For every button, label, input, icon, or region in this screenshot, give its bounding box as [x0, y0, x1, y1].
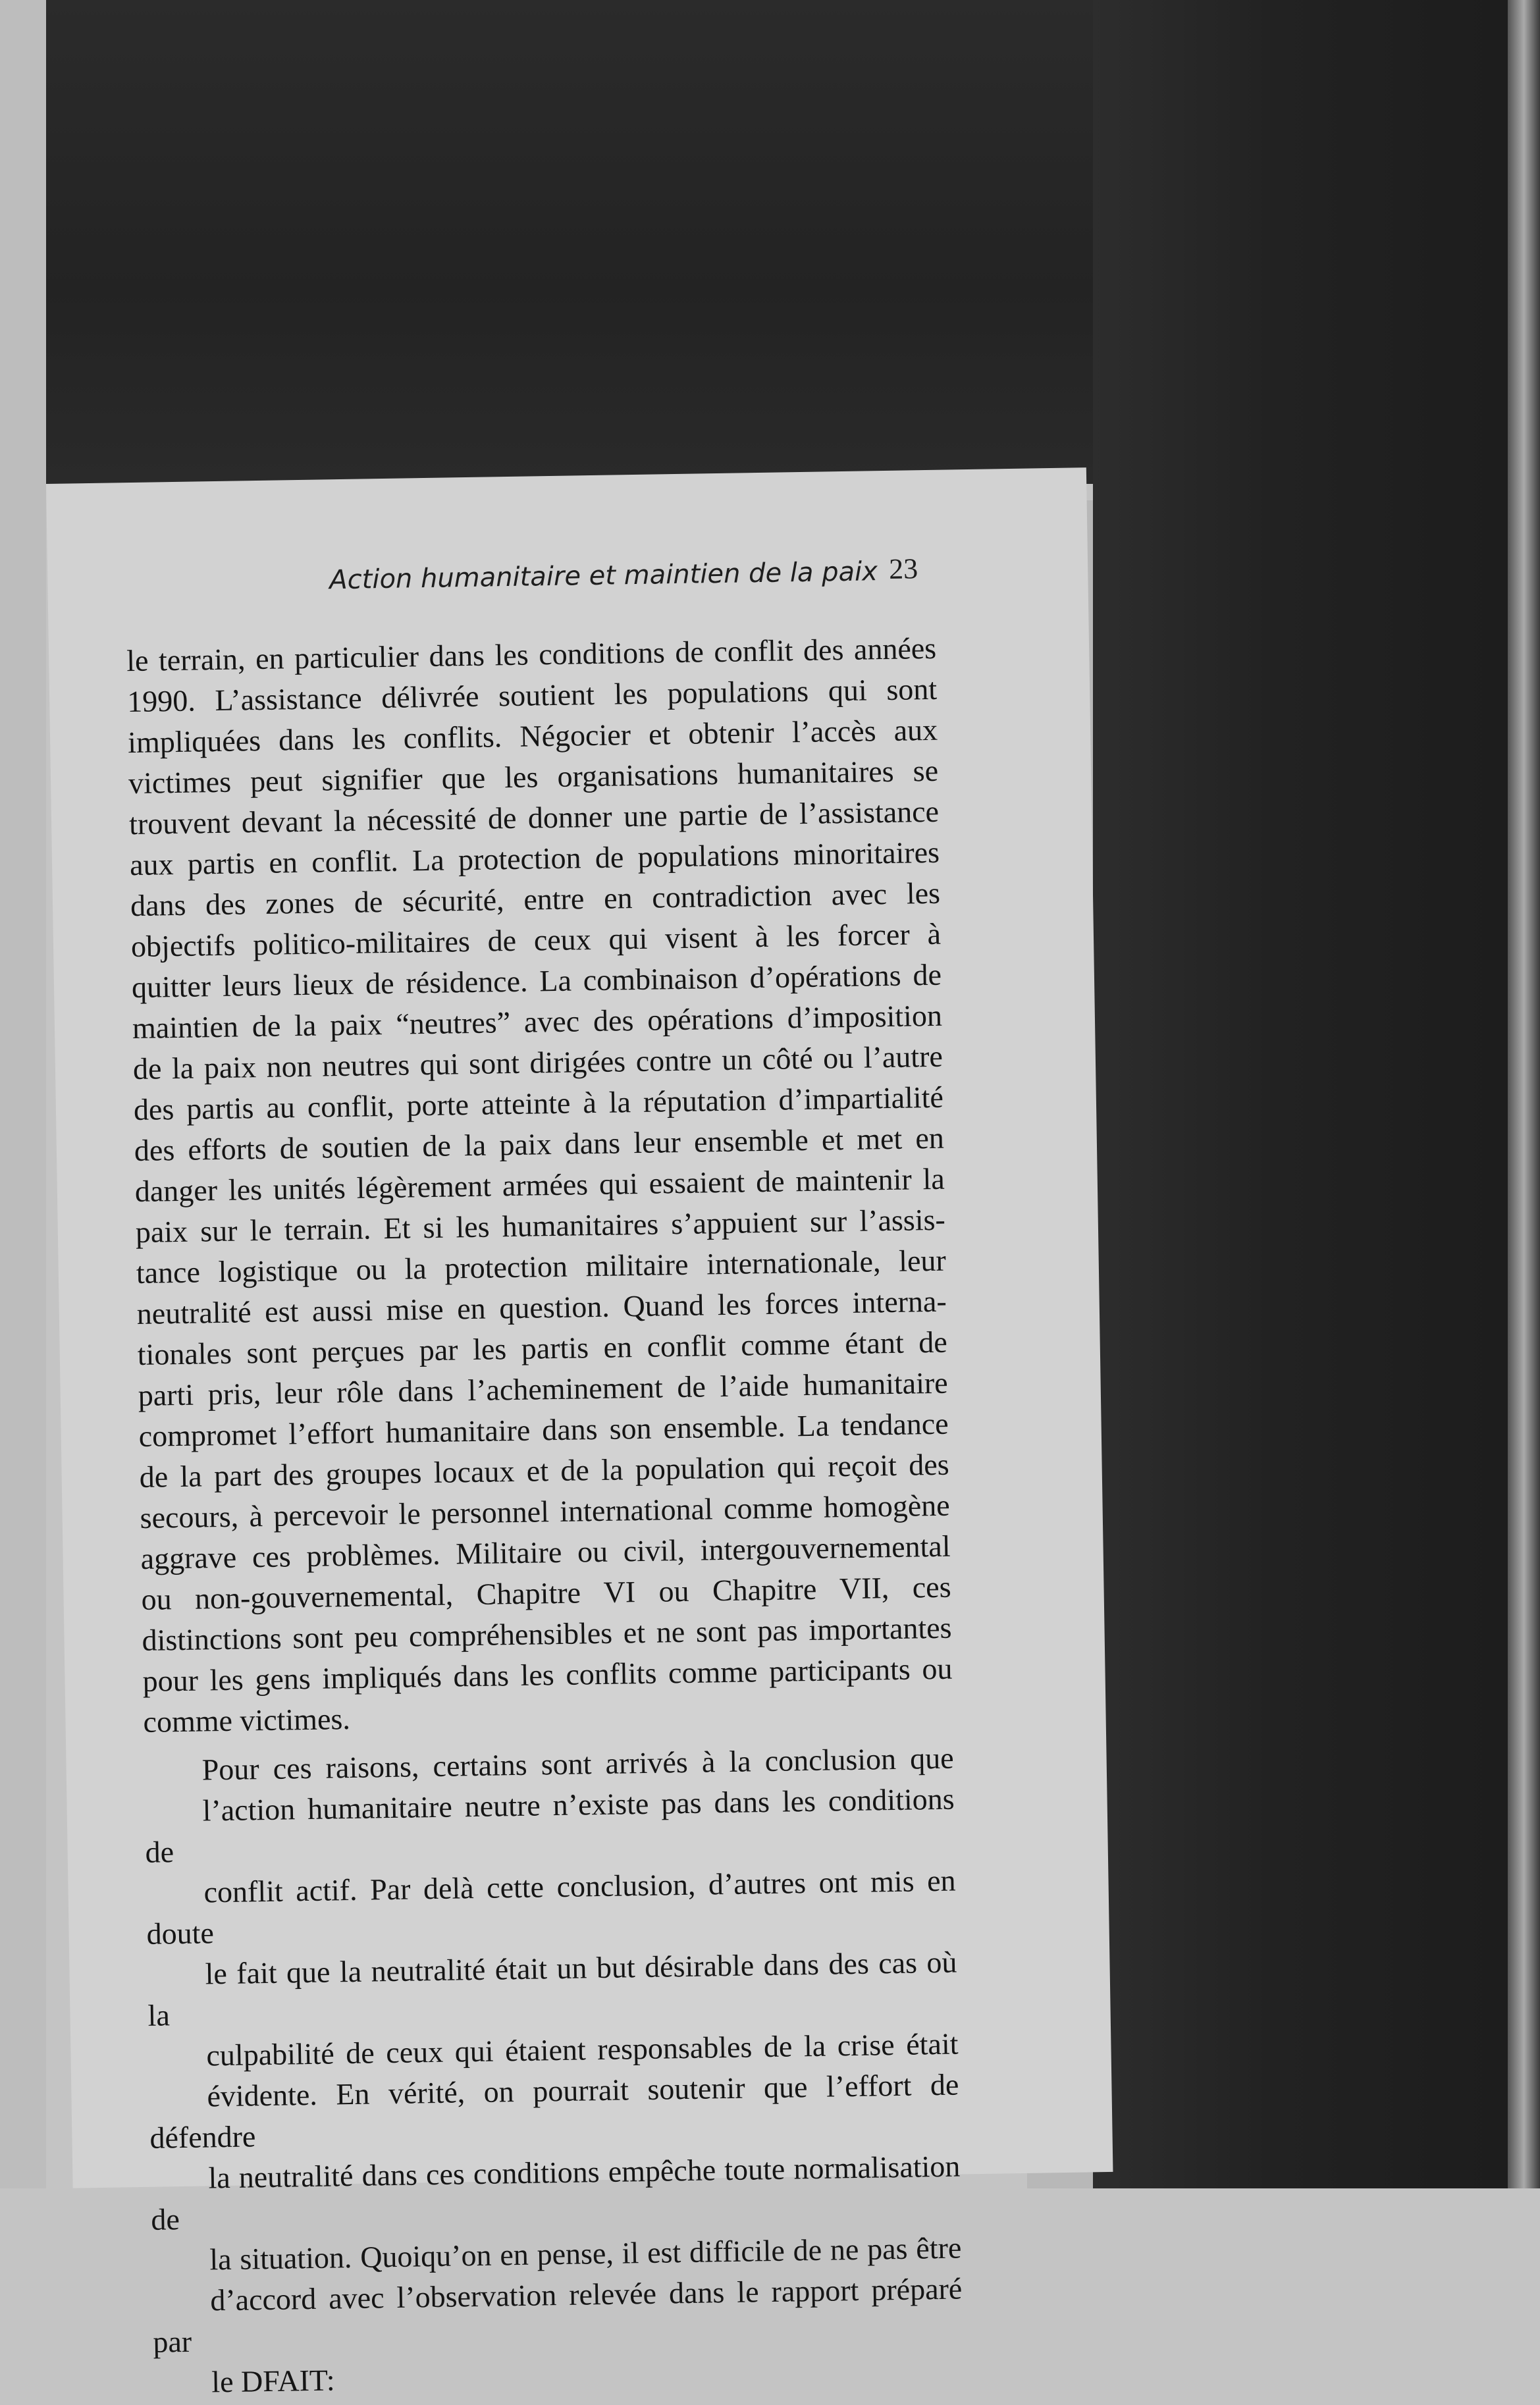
text-line: paix sur le terrain. Et si les humanitaires s’appuient sur l’assis-	[135, 1202, 946, 1250]
text-line: culpabilité de ceux qui étaient responsables de la crise était	[206, 2026, 959, 2073]
text-line: Pour ces raisons, certains sont arrivés à la conclusion que	[201, 1741, 954, 1787]
text-line: conflit actif. Par delà cette conclusion, d’autres ont mis en doute	[146, 1863, 956, 1951]
text-line: pour les gens impliqués dans les conflits comme participants ou	[142, 1651, 953, 1698]
scanner-edge	[1508, 0, 1540, 2188]
text-line: maintien de la paix “neutres” avec des opérations d’imposition	[132, 998, 943, 1045]
paragraph	[126, 628, 953, 1743]
text-line: objectifs politico-militaires de ceux qui visent à les forcer à	[130, 916, 942, 964]
text-line: la neutralité dans ces conditions empêche toute normalisation de	[151, 2149, 961, 2236]
page-number: 23	[888, 552, 918, 585]
text-line: secours, à percevoir le personnel international comme homogène	[140, 1488, 950, 1535]
text-line: quitter leurs lieux de résidence. La combinaison d’opérations de	[131, 957, 942, 1005]
text-line: impliquées dans les conflits. Négocier et obtenir l’accès aux	[127, 712, 938, 760]
scan-left-margin	[0, 0, 46, 2188]
text-line: victimes peut signifier que les organisations humanitaires se	[128, 753, 939, 801]
paragraph	[144, 1738, 963, 2404]
text-line: des efforts de soutien de la paix dans leur ensemble et met en	[134, 1121, 945, 1168]
text-line: le fait que la neutralité était un but désirable dans des cas où la	[147, 1945, 957, 2032]
text-line: l’action humanitaire neutre n’existe pas dans les conditions de	[145, 1782, 955, 1869]
running-header: Action humanitaire et maintien de la paix	[329, 556, 878, 596]
book-page	[46, 467, 1113, 2399]
text-line: le terrain, en particulier dans les conditions de conflit des années	[126, 631, 937, 678]
text-line: danger les unités légèrement armées qui essaient de maintenir la	[134, 1161, 945, 1209]
text-line: parti pris, leur rôle dans l’acheminement de l’aide humanitaire	[138, 1365, 949, 1412]
text-line: neutralité est aussi mise en question. Quand les forces interna-	[136, 1284, 947, 1331]
text-line: dans des zones de sécurité, entre en contradiction avec les	[130, 876, 941, 923]
text-line: aux partis en conflit. La protection de populations minoritaires	[129, 835, 940, 882]
text-line: d’accord avec l’observation relevée dans le rapport préparé par	[152, 2271, 963, 2359]
text-line: comme victimes.	[143, 1701, 351, 1739]
text-line: des partis au conflit, porte atteinte à la réputation d’impartialité	[133, 1080, 944, 1127]
text-line: tionales sont perçues par les partis en conflit comme étant de	[137, 1325, 948, 1371]
text-line: de la part des groupes locaux et de la population qui reçoit des	[139, 1447, 949, 1494]
text-line: 1990. L’assistance délivrée soutient les populations qui sont	[126, 672, 938, 719]
text-line: distinctions sont peu compréhensibles et ne sont pas importantes	[142, 1610, 952, 1657]
text-line: aggrave ces problèmes. Militaire ou civil, intergouvernemental	[140, 1529, 951, 1575]
text-line: évidente. En vérité, on pourrait soutenir que l’effort de défendre	[149, 2067, 959, 2155]
text-line: la situation. Quoiqu’on en pense, il est difficile de ne pas être	[209, 2231, 962, 2277]
text-line: compromet l’effort humanitaire dans son ensemble. La tendance	[138, 1406, 949, 1453]
text-line: le DFAIT:	[211, 2363, 335, 2399]
text-line: trouvent devant la nécessité de donner une partie de l’assistance	[128, 794, 940, 841]
body-text	[126, 628, 964, 2404]
text-line: ou non-gouvernemental, Chapitre VI ou Chapitre VII, ces	[141, 1570, 951, 1616]
dark-background-right	[1093, 0, 1540, 2188]
text-line: tance logistique ou la protection militaire internationale, leur	[136, 1243, 947, 1290]
text-line: de la paix non neutres qui sont dirigées contre un côté ou l’autre	[132, 1039, 943, 1086]
